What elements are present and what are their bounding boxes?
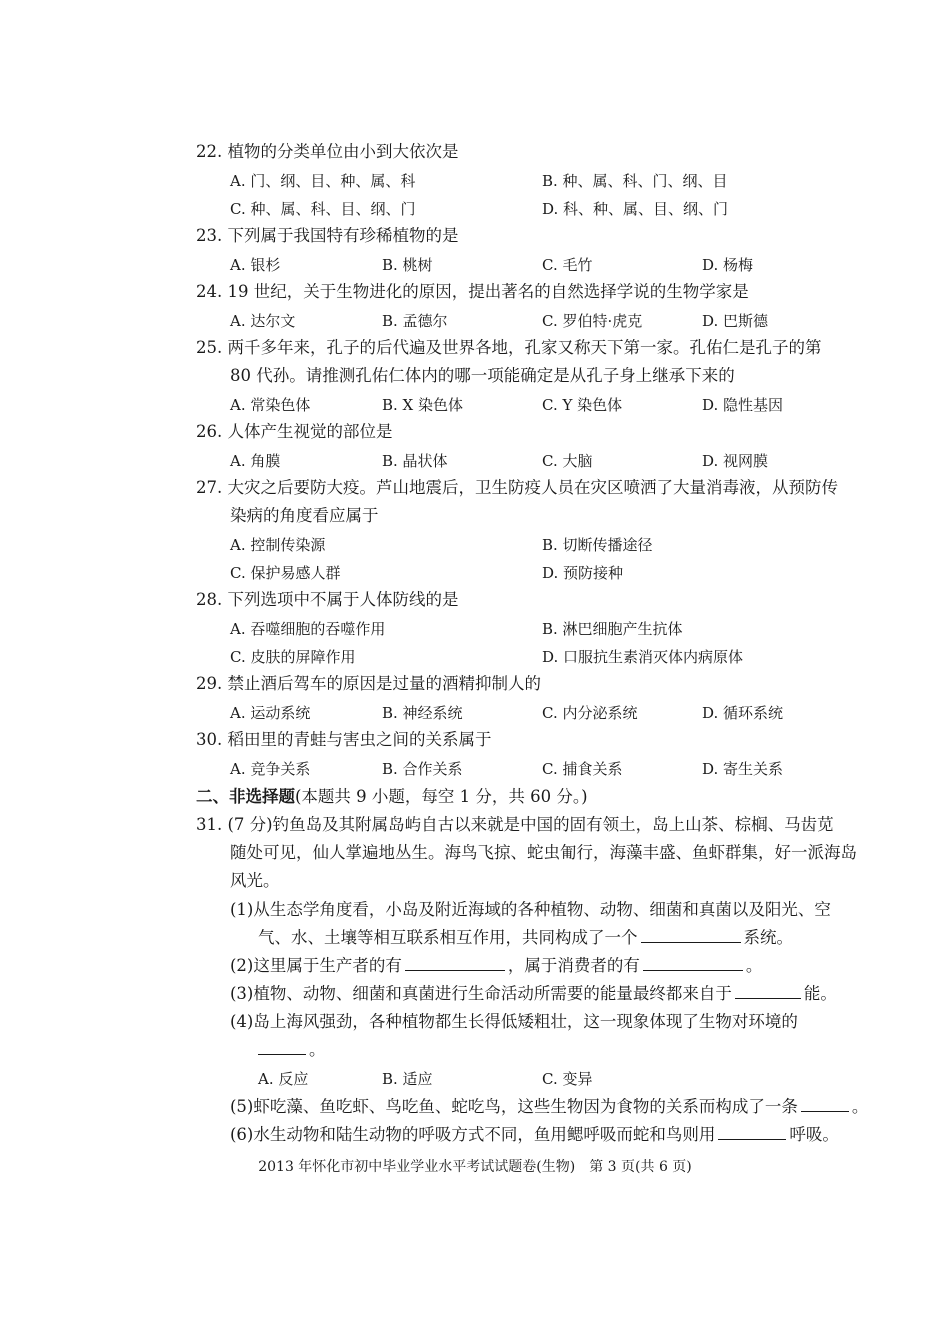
q22-option-d[interactable]: D. 科、种、属、目、纲、门 (542, 200, 729, 218)
q25-option-a[interactable]: A. 常染色体 (230, 396, 311, 414)
q27-option-c[interactable]: C. 保护易感人群 (230, 564, 341, 582)
question-31: 31. (7 分)钓鱼岛及其附属岛屿自古以来就是中国的固有领土，岛上山茶、棕榈、马齿苋 (196, 815, 834, 834)
q27-option-b[interactable]: B. 切断传播途径 (542, 536, 653, 554)
q30-option-b[interactable]: B. 合作关系 (382, 760, 463, 778)
q25-option-d[interactable]: D. 隐性基因 (702, 396, 784, 414)
q31-blank-7[interactable] (718, 1125, 786, 1140)
question-23: 23. 下列属于我国特有珍稀植物的是 (196, 226, 459, 245)
q29-option-c[interactable]: C. 内分泌系统 (542, 704, 638, 722)
q26-option-d[interactable]: D. 视网膜 (702, 452, 769, 470)
question-25-line2: 80 代孙。请推测孔佑仁体内的哪一项能确定是从孔子身上继承下来的 (230, 366, 735, 385)
q29-option-b[interactable]: B. 神经系统 (382, 704, 463, 722)
q22-option-c[interactable]: C. 种、属、科、目、纲、门 (230, 200, 416, 218)
q31-sub6: (6)水生动物和陆生动物的呼吸方式不同，鱼用鳃呼吸而蛇和鸟则用 呼吸。 (230, 1125, 839, 1144)
q31-blank-1[interactable] (641, 928, 741, 943)
q31-blank-3[interactable] (643, 956, 743, 971)
q24-option-d[interactable]: D. 巴斯德 (702, 312, 769, 330)
q26-option-a[interactable]: A. 角膜 (230, 452, 281, 470)
q29-option-d[interactable]: D. 循环系统 (702, 704, 784, 722)
q31-blank-5[interactable] (258, 1040, 306, 1055)
question-28: 28. 下列选项中不属于人体防线的是 (196, 590, 459, 609)
q31-blank-4[interactable] (735, 984, 801, 999)
question-31-line2: 随处可见，仙人掌遍地丛生。海鸟飞掠、蛇虫匍行，海藻丰盛、鱼虾群集，好一派海岛 (230, 843, 857, 862)
q23-option-a[interactable]: A. 银杉 (230, 256, 281, 274)
question-27-line2: 染病的角度看应属于 (230, 506, 379, 525)
q24-option-b[interactable]: B. 孟德尔 (382, 312, 448, 330)
q27-option-a[interactable]: A. 控制传染源 (230, 536, 326, 554)
page-footer: 2013 年怀化市初中毕业学业水平考试试题卷(生物) 第 3 页(共 6 页) (258, 1159, 692, 1175)
question-30: 30. 稻田里的青蛙与害虫之间的关系属于 (196, 730, 492, 749)
q26-option-b[interactable]: B. 晶状体 (382, 452, 448, 470)
q30-option-a[interactable]: A. 竞争关系 (230, 760, 311, 778)
q29-option-a[interactable]: A. 运动系统 (230, 704, 311, 722)
q31-sub2: (2)这里属于生产者的有 ，属于消费者的有 。 (230, 956, 763, 975)
question-31-line3: 风光。 (230, 871, 280, 890)
q25-option-c[interactable]: C. Y 染色体 (542, 396, 623, 414)
q31-sub1: (1)从生态学角度看，小岛及附近海域的各种植物、动物、细菌和真菌以及阳光、空 (230, 900, 831, 919)
q23-option-d[interactable]: D. 杨梅 (702, 256, 754, 274)
question-29: 29. 禁止酒后驾车的原因是过量的酒精抑制人的 (196, 674, 541, 693)
q31-sub4: (4)岛上海风强劲，各种植物都生长得低矮粗壮，这一现象体现了生物对环境的 (230, 1012, 798, 1031)
q28-option-a[interactable]: A. 吞噬细胞的吞噬作用 (230, 620, 386, 638)
section-2-heading: 二、非选择题(本题共 9 小题，每空 1 分，共 60 分。) (196, 787, 588, 806)
q22-option-a[interactable]: A. 门、纲、目、种、属、科 (230, 172, 416, 190)
q31-sub4-option-b[interactable]: B. 适应 (382, 1070, 433, 1088)
q24-option-c[interactable]: C. 罗伯特·虎克 (542, 312, 643, 330)
q24-option-a[interactable]: A. 达尔文 (230, 312, 296, 330)
q26-option-c[interactable]: C. 大脑 (542, 452, 593, 470)
q28-option-b[interactable]: B. 淋巴细胞产生抗体 (542, 620, 683, 638)
q22-option-b[interactable]: B. 种、属、科、门、纲、目 (542, 172, 728, 190)
question-26: 26. 人体产生视觉的部位是 (196, 422, 393, 441)
q23-option-b[interactable]: B. 桃树 (382, 256, 433, 274)
q31-sub1-cont: 气、水、土壤等相互联系相互作用，共同构成了一个 系统。 (258, 928, 793, 947)
q25-option-b[interactable]: B. X 染色体 (382, 396, 464, 414)
q28-option-d[interactable]: D. 口服抗生素消灭体内病原体 (542, 648, 744, 666)
question-24: 24. 19 世纪，关于生物进化的原因，提出著名的自然选择学说的生物学家是 (196, 282, 749, 301)
q31-sub5: (5)虾吃藻、鱼吃虾、鸟吃鱼、蛇吃鸟，这些生物因为食物的关系而构成了一条 。 (230, 1097, 869, 1116)
q31-blank-2[interactable] (405, 956, 505, 971)
q23-option-c[interactable]: C. 毛竹 (542, 256, 593, 274)
q31-sub4-option-c[interactable]: C. 变异 (542, 1070, 593, 1088)
q30-option-d[interactable]: D. 寄生关系 (702, 760, 784, 778)
q31-sub4-option-a[interactable]: A. 反应 (258, 1070, 309, 1088)
q31-sub3: (3)植物、动物、细菌和真菌进行生命活动所需要的能量最终都来自于 能。 (230, 984, 837, 1003)
question-22: 22. 植物的分类单位由小到大依次是 (196, 142, 459, 161)
q31-sub4-cont: 。 (258, 1039, 326, 1061)
question-25: 25. 两千多年来，孔子的后代遍及世界各地，孔家又称天下第一家。孔佑仁是孔子的第 (196, 338, 822, 357)
q31-blank-6[interactable] (801, 1097, 849, 1112)
question-27: 27. 大灾之后要防大疫。芦山地震后，卫生防疫人员在灾区喷洒了大量消毒液，从预防传 (196, 478, 838, 497)
q28-option-c[interactable]: C. 皮肤的屏障作用 (230, 648, 356, 666)
q27-option-d[interactable]: D. 预防接种 (542, 564, 624, 582)
q30-option-c[interactable]: C. 捕食关系 (542, 760, 623, 778)
